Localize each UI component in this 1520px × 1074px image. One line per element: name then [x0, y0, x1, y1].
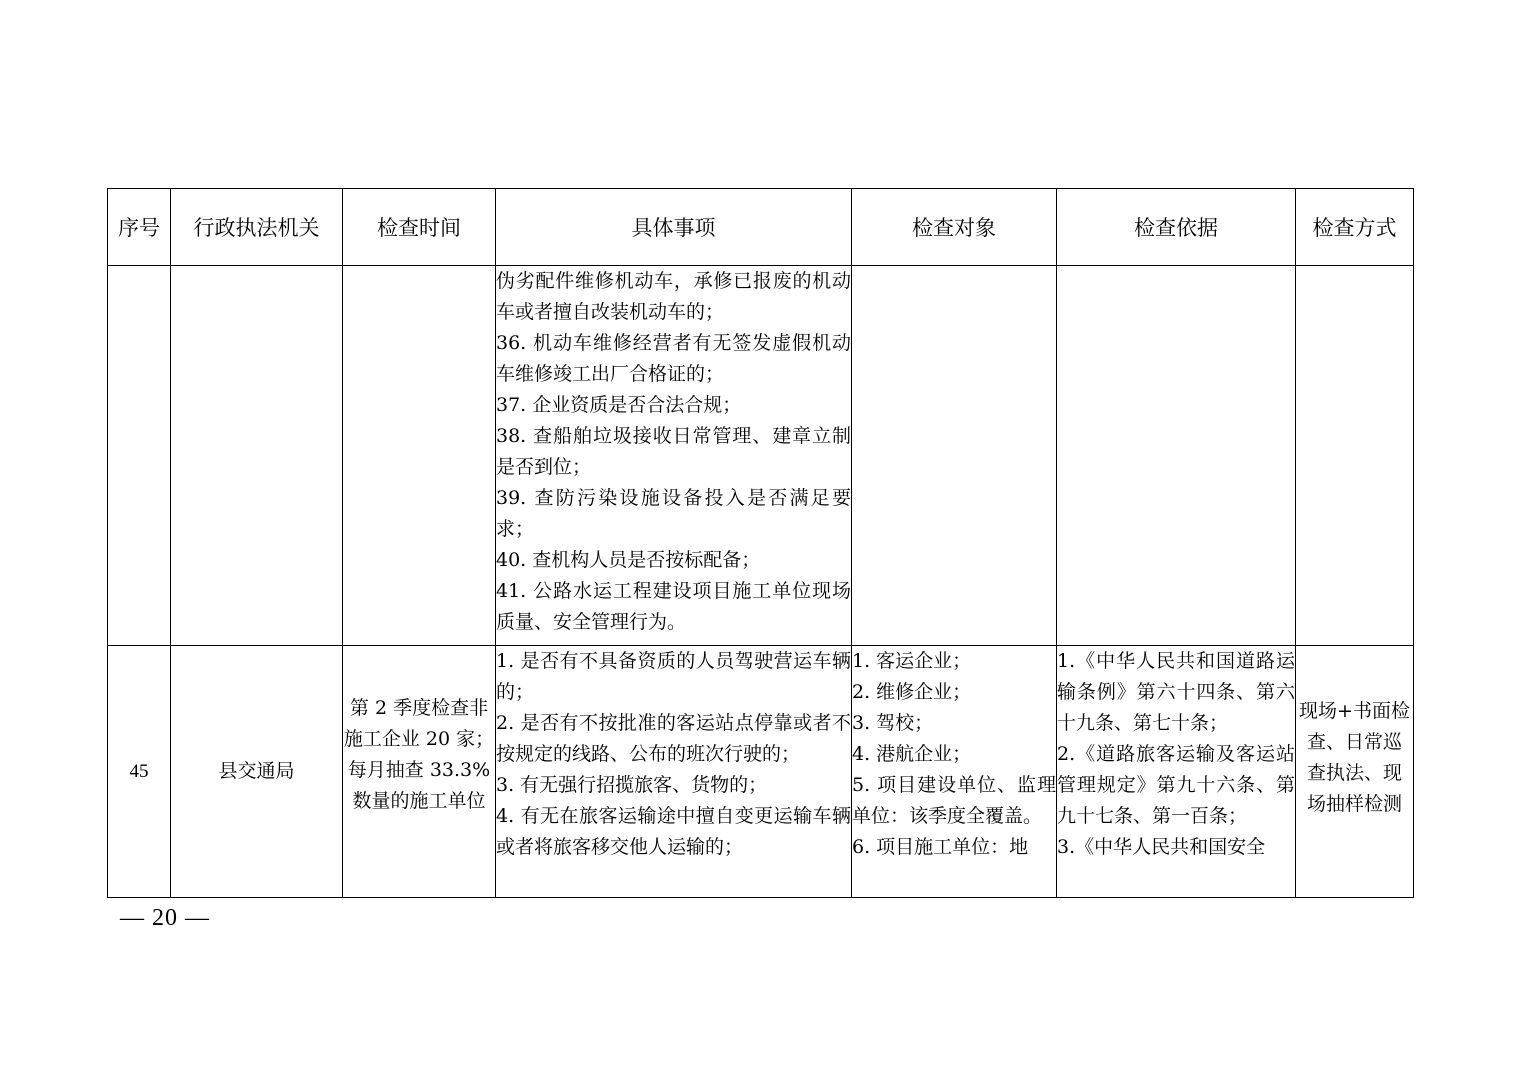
header-targets: 检查对象	[852, 189, 1057, 266]
list-item: 3. 驾校；	[852, 712, 934, 734]
cont-method-cell	[1296, 266, 1414, 646]
list-item: 3. 有无强行招揽旅客、货物的；	[496, 774, 768, 796]
list-item: 伪劣配件维修机动车，承修已报废的机动车或者擅自改装机动车的；	[496, 270, 851, 323]
header-time: 检查时间	[343, 189, 496, 266]
list-item: 1. 是否有不具备资质的人员驾驶营运车辆的；	[496, 650, 851, 703]
cont-basis-cell	[1057, 266, 1296, 646]
cont-targets-cell	[852, 266, 1057, 646]
header-basis: 检查依据	[1057, 189, 1296, 266]
row-method-cell: 现场+书面检查、日常巡查执法、现场抽样检测	[1296, 646, 1414, 898]
list-item: 40. 查机构人员是否按标配备；	[496, 549, 761, 571]
header-method: 检查方式	[1296, 189, 1414, 266]
header-seq: 序号	[108, 189, 171, 266]
row-targets-cell	[852, 646, 1057, 898]
row-agency-cell: 县交通局	[171, 646, 343, 898]
list-item: 39. 查防污染设施设备投入是否满足要求；	[496, 487, 851, 540]
table-row-continued	[108, 266, 1414, 646]
list-item: 5. 项目建设单位、监理单位：该季度全覆盖。	[852, 774, 1056, 827]
cont-time-cell	[343, 266, 496, 646]
cont-agency-cell	[171, 266, 343, 646]
list-item: 4. 港航企业；	[852, 743, 972, 765]
row-seq-cell: 45	[108, 646, 171, 898]
list-item: 2.《道路旅客运输及客运站管理规定》第九十六条、第九十七条、第一百条；	[1057, 743, 1295, 827]
row-basis-cell	[1057, 646, 1296, 898]
list-item: 36. 机动车维修经营者有无签发虚假机动车维修竣工出厂合格证的；	[496, 332, 851, 385]
list-item: 2. 维修企业；	[852, 681, 972, 703]
header-row	[108, 189, 1414, 266]
inspection-plan-table	[107, 188, 1414, 898]
table-row-45	[108, 646, 1414, 898]
list-item: 37. 企业资质是否合法合规；	[496, 394, 742, 416]
row-items-cell	[496, 646, 852, 898]
row-time-cell: 第 2 季度检查非施工企业 20 家；每月抽查 33.3% 数量的施工单位	[343, 646, 496, 898]
list-item: 1. 客运企业；	[852, 650, 972, 672]
list-item: 38. 查船舶垃圾接收日常管理、建章立制是否到位；	[496, 425, 851, 478]
list-item: 1.《中华人民共和国道路运输条例》第六十四条、第六十九条、第七十条；	[1057, 650, 1295, 734]
list-item: 41. 公路水运工程建设项目施工单位现场质量、安全管理行为。	[496, 580, 851, 633]
header-items: 具体事项	[496, 189, 852, 266]
list-item: 6. 项目施工单位：地	[852, 836, 1029, 858]
cont-items-cell	[496, 266, 852, 646]
list-item: 4. 有无在旅客运输途中擅自变更运输车辆或者将旅客移交他人运输的；	[496, 805, 851, 858]
list-item: 3.《中华人民共和国安全	[1057, 836, 1266, 858]
header-agency: 行政执法机关	[171, 189, 343, 266]
list-item: 2. 是否有不按批准的客运站点停靠或者不按规定的线路、公布的班次行驶的；	[496, 712, 851, 765]
cont-seq-cell	[108, 266, 171, 646]
page-number: — 20 —	[120, 905, 210, 931]
